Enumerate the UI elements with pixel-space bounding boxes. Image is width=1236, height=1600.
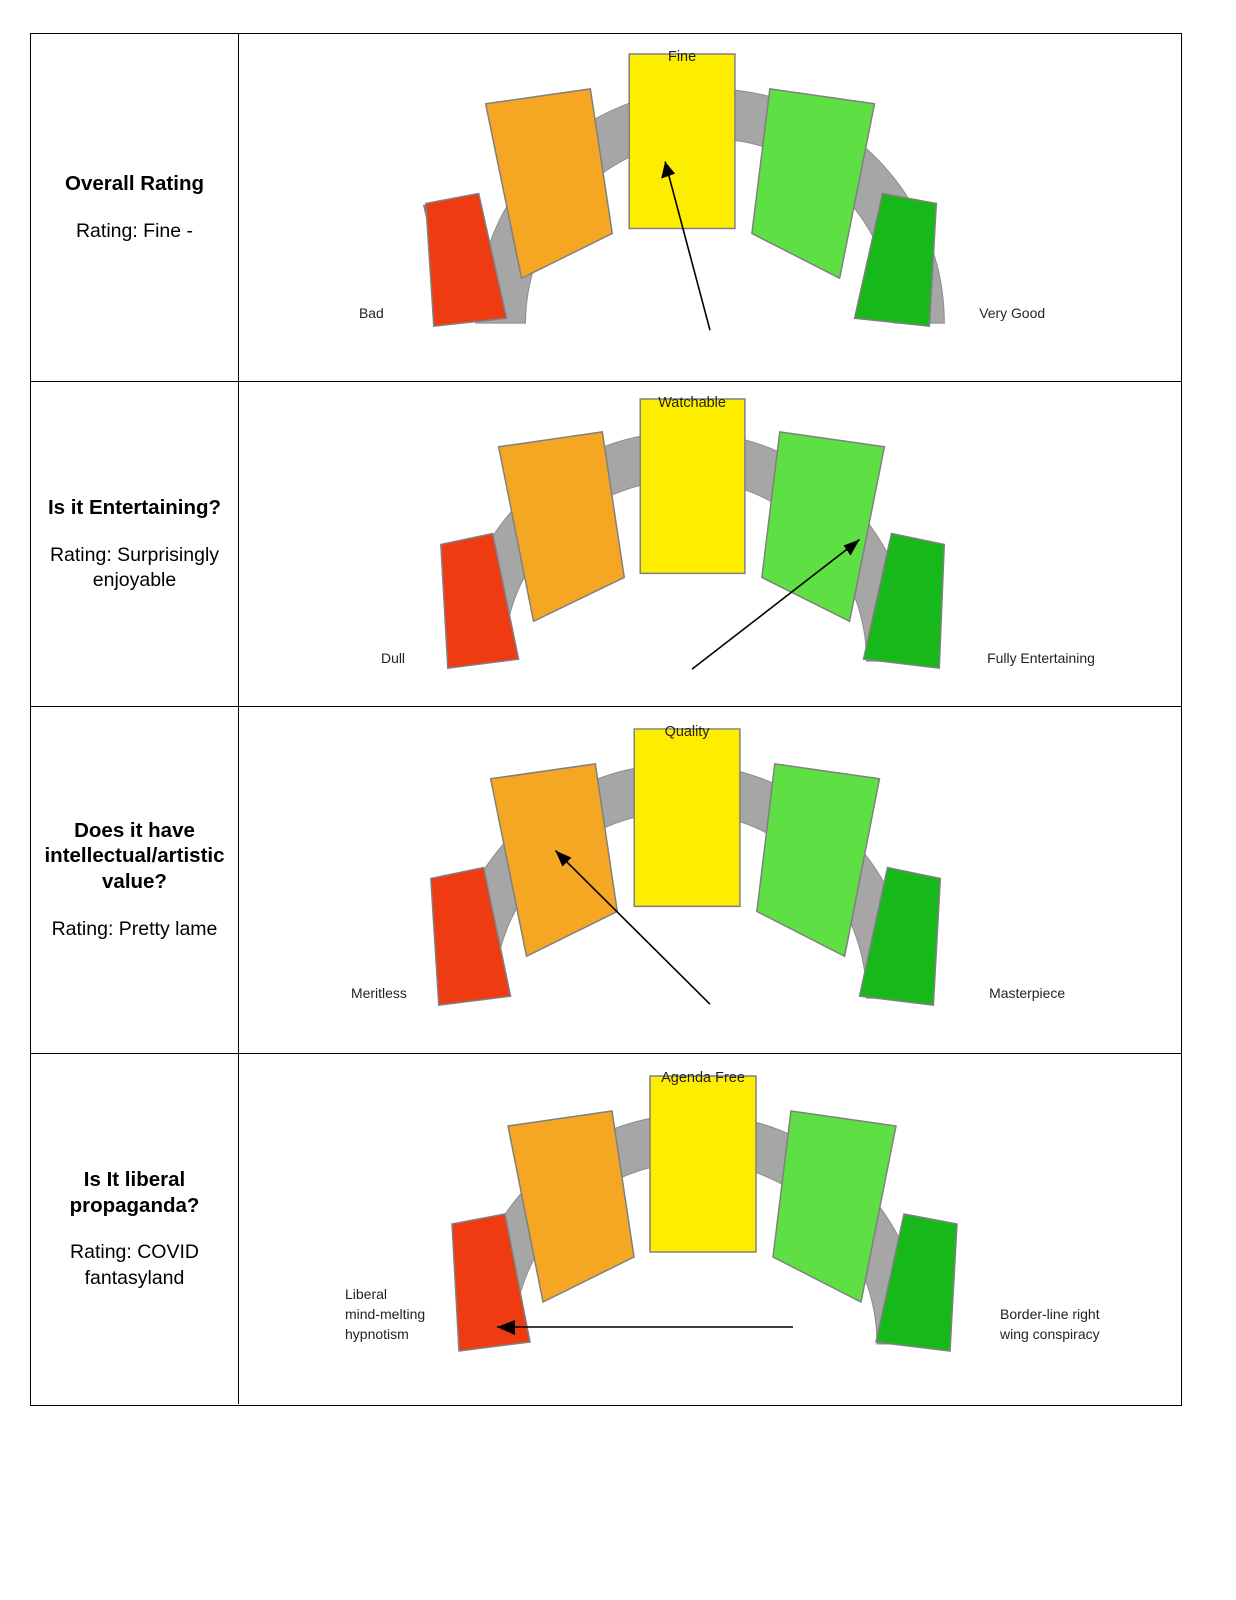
gauge-needle xyxy=(497,1320,793,1335)
gauge-intellectual-value xyxy=(239,707,1181,1053)
question-cell-overall-rating xyxy=(31,34,239,381)
question-title: Is it Entertaining? xyxy=(47,495,222,519)
table-row xyxy=(31,707,1181,1054)
gauge-cell-intellectual-value xyxy=(239,707,1181,1053)
gauge-segment-1 xyxy=(424,194,507,327)
svg-text:mind-melting: mind-melting xyxy=(345,1306,426,1322)
gauge-right-label: Masterpiece xyxy=(989,985,1066,1002)
gauge-right-label: Very Good xyxy=(979,305,1046,322)
gauge-segment-4 xyxy=(752,89,875,278)
question-cell-entertaining xyxy=(31,382,239,706)
svg-text:Liberal: Liberal xyxy=(345,1286,388,1302)
question-cell-liberal-propaganda xyxy=(31,1054,239,1404)
question-title: Does it have intellectual/artistic value? xyxy=(44,818,225,894)
question-rating: Rating: Fine - xyxy=(75,219,194,242)
gauge-segment-3 xyxy=(634,729,740,906)
rating-sheet xyxy=(30,33,1182,1406)
gauge-top-label: Fine xyxy=(668,48,697,65)
gauge-left-label: Dull xyxy=(381,650,406,667)
gauge-segment-3 xyxy=(650,1076,756,1252)
gauge-cell-liberal-propaganda xyxy=(239,1054,1181,1404)
question-title: Overall Rating xyxy=(65,171,204,195)
gauge-cell-overall-rating xyxy=(239,34,1181,381)
gauge-segment-3 xyxy=(640,399,745,573)
gauge-right-label: Fully Entertaining xyxy=(987,650,1095,667)
gauge-overall-rating xyxy=(239,34,1181,381)
table-row xyxy=(31,382,1181,707)
question-rating: Rating: COVID fantasyland xyxy=(70,1241,199,1289)
table-row xyxy=(31,34,1181,382)
gauge-cell-entertaining xyxy=(239,382,1181,706)
gauge-top-label: Agenda Free xyxy=(661,1070,745,1086)
gauge-top-label: Quality xyxy=(664,723,710,740)
gauge-left-label: Meritless xyxy=(351,985,407,1002)
question-rating: Rating: Pretty lame xyxy=(51,918,218,941)
gauge-left-label: Bad xyxy=(359,305,384,322)
question-cell-intellectual-value xyxy=(31,707,239,1053)
table-row xyxy=(31,1054,1181,1404)
question-title: Is It liberal propaganda? xyxy=(69,1167,200,1217)
gauge-segment-2 xyxy=(491,764,618,956)
svg-text:wing conspiracy: wing conspiracy xyxy=(1000,1326,1100,1342)
gauge-right-label xyxy=(999,1306,1100,1342)
svg-text:Border-line right: Border-line right xyxy=(1000,1306,1100,1322)
gauge-liberal-propaganda xyxy=(239,1054,1181,1404)
gauge-entertaining xyxy=(239,382,1181,706)
svg-text:hypnotism: hypnotism xyxy=(345,1326,409,1342)
gauge-top-label: Watchable xyxy=(658,394,726,411)
gauge-segment-3 xyxy=(629,54,735,228)
gauge-left-label xyxy=(345,1286,425,1342)
question-rating: Rating: Surprisingly enjoyable xyxy=(49,543,220,591)
